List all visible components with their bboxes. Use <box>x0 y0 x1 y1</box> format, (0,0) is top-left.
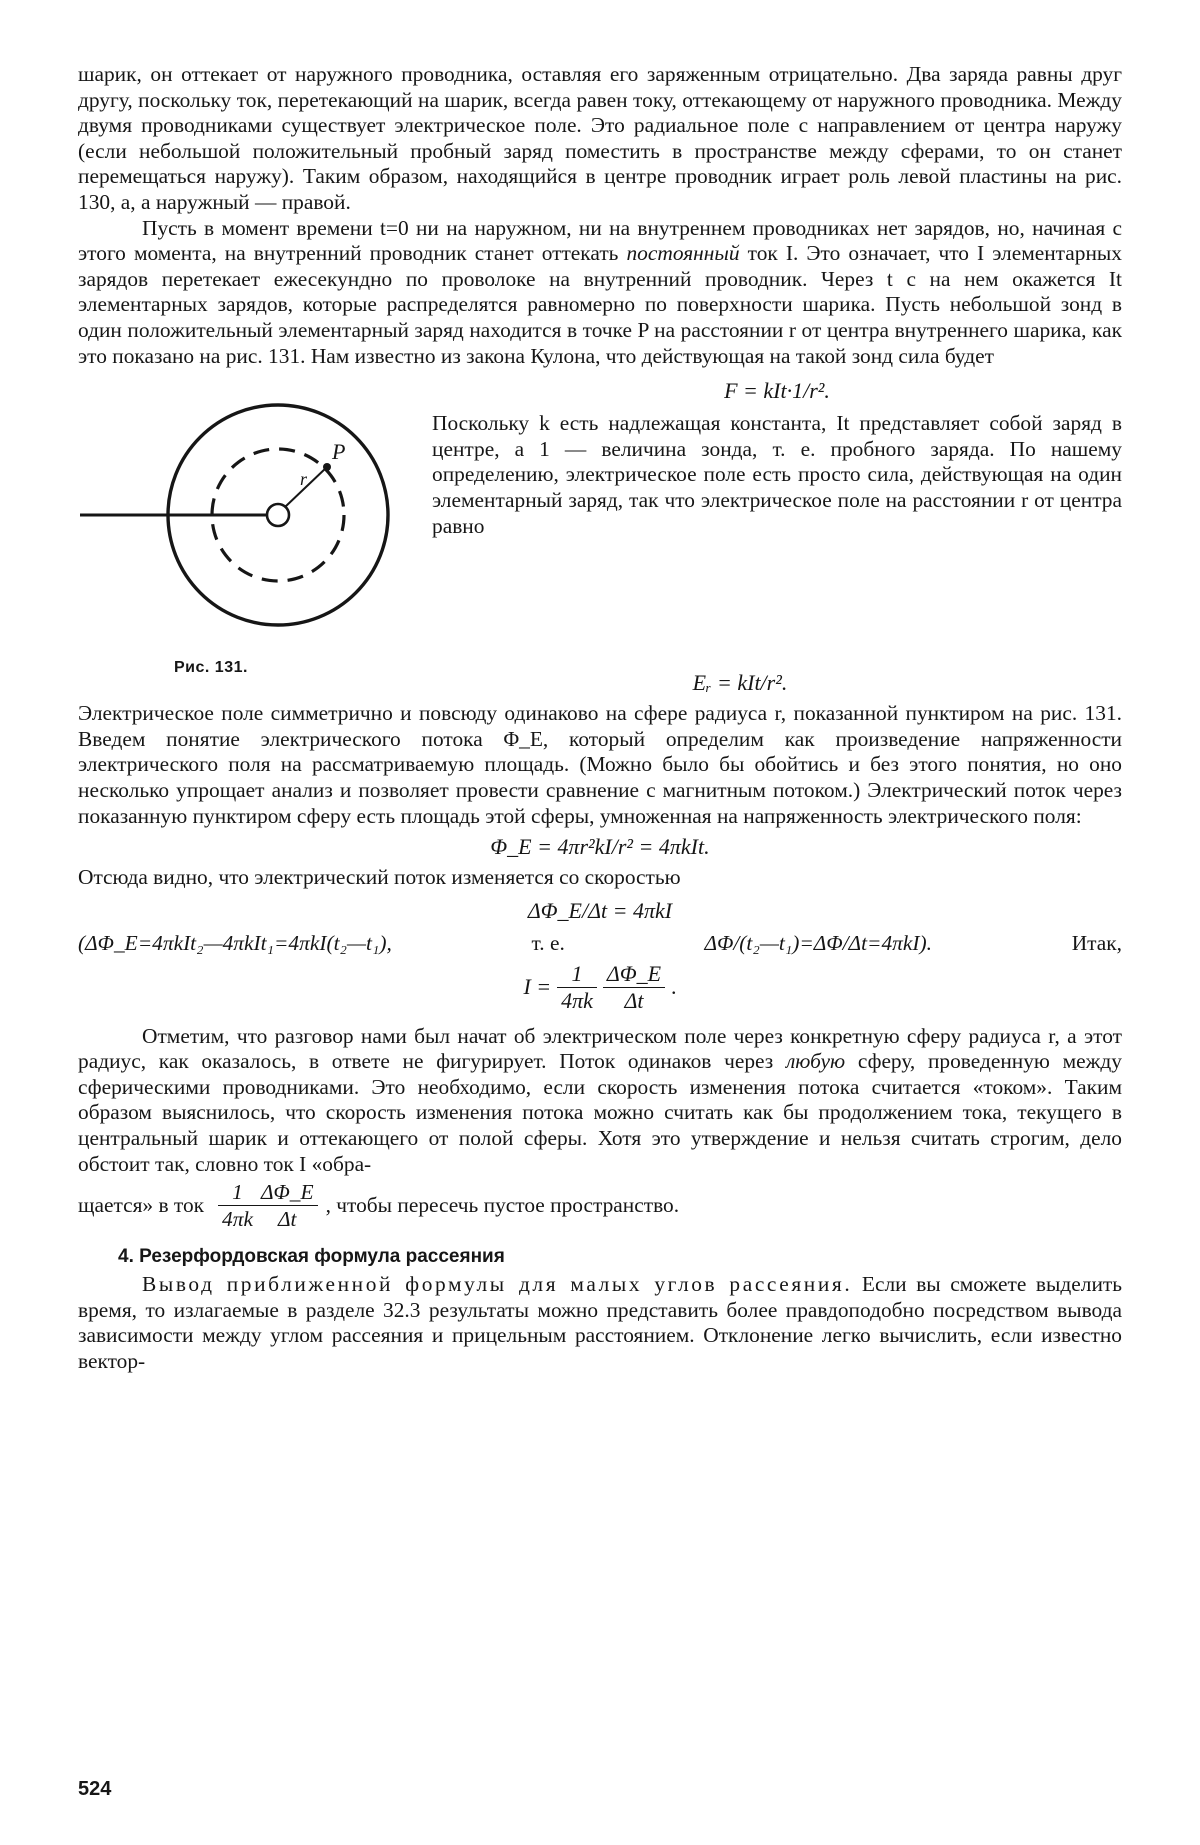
fraction-dphi-over-dt-inline: $\frac{\Delta\Phi\_E}{\Delta t}$ <box>257 1179 318 1232</box>
probe-point <box>323 463 331 471</box>
emphasis-any: любую <box>785 1049 846 1074</box>
figure-131 <box>72 369 422 677</box>
equation-row-end: Итак, <box>1071 930 1122 955</box>
label-P: P <box>332 439 346 465</box>
paragraph-3: Поскольку k есть надлежащая константа, It представляет собой заряд в центре, а 1 — величина зонда, т. е. пробного заряда. По нашему определению, электрическое поле есть просто сила, действующая на один элементарный заряд, так что электрическое поле на расстоянии r от центра равно <box>432 411 1122 538</box>
equation-row-mid: т. е. <box>531 930 565 955</box>
paragraph-5: Отсюда видно, что электрический поток изменяется со скоростью <box>78 865 681 890</box>
paragraph-4: Электрическое поле симметрично и повсюду одинаково на сфере радиуса r, показанной пунктиром на рис. 131. Введем понятие электрического потока Φ_E, который определим как произведение напряженности электрического поля на рассматриваемую площадь. (Можно было бы обойтись и без этого понятия, но оно несколько упрощает анализ и позволяет провести сравнение с магнитным потоком.) Электрический поток через показанную пунктиром сферу есть площадь этой сферы, умноженная на напряженность электрического поля: <box>78 701 1122 828</box>
equation-row-left: (ΔΦ_E=4πkIt₂—4πkIt₁=4πkI(t₂—t₁), <box>78 930 392 955</box>
equation-row-right: ΔΦ/(t₂—t₁)=ΔΦ/Δt=4πkI). <box>704 930 932 955</box>
emphasis-constant: постоянный <box>626 241 740 266</box>
fraction-dphi-over-dt: $\frac{\Delta\Phi\_E}{\Delta t}$ <box>603 961 665 1014</box>
paragraph-2: Пусть в момент времени t=0 ни на наружном, ни на внутреннем проводниках нет зарядов, но, начиная с этого момента, на внутренний проводник станет оттекать постоянный ток I. Это означает, что I элементарных зарядов перетекает ежесекундно по проволоке на внутренний проводник. Через t с на нем окажется It элементарных зарядов, которые распределятся равномерно по поверхности шарика. Пусть небольшой зонд в один положительный элементарный заряд находится в точке P на расстоянии r от центра внутреннего шарика, как это показано на рис. 131. Нам известно из закона Кулона, что действующая на такой зонд сила будет <box>78 215 1122 368</box>
label-r: r <box>300 469 308 490</box>
paragraph-1: шарик, он оттекает от наружного проводника, оставляя его заряженным отрицательно. Два заряда равны друг другу, поскольку ток, перетекающий на шарик, всегда равен току, оттекающему от наружного проводника. Между двумя проводниками существует электрическое поле. Это радиальное поле с направлением от центра наружу (если небольшой положительный пробный заряд поместить в пространстве между сферами, то он станет перемещаться наружу). Таким образом, находящийся в центре проводник играет роль левой пластины на рис. 130, а, а наружный — правой. <box>78 62 1122 214</box>
equation-field: Eᵣ = kIt/r². <box>692 670 788 696</box>
page-number: 524 <box>78 1778 112 1800</box>
paragraph-7: Вывод приближенной формулы для малых углов рассеяния. Если вы сможете выделить время, то излагаемые в разделе 32.3 результаты можно представить более правдоподобно посредством вывода зависимости между углом рассеяния и прицельным расстоянием. Отклонение легко вычислить, если известно вектор- <box>78 1272 1122 1374</box>
equation-force: F = kIt·1/r². <box>724 378 830 404</box>
paragraph-6-end: щается» в ток $\frac{1}{4\pi k}$ $\frac{\Delta\Phi\_E}{\Delta t}$ , чтобы пересечь пустое пространство. <box>78 1180 680 1232</box>
fraction-1-over-4pik: $\frac{1}{4\pi k}$ <box>557 961 597 1014</box>
equation-row <box>78 929 1122 957</box>
section-heading: 4. Резерфордовская формула рассеяния <box>118 1246 505 1268</box>
equation-current: I = $\frac{1}{4\pi k}$ $\frac{\Delta\Phi\_E}{\Delta t}$ . <box>523 960 677 1013</box>
concentric-spheres-diagram <box>72 375 422 665</box>
equation-flux: Φ_E = 4πr²kI/r² = 4πkIt. <box>490 834 710 860</box>
figure-caption: Рис. 131. <box>174 659 248 677</box>
page-body <box>78 62 1122 1375</box>
paragraph-6: Отметим, что разговор нами был начат об электрическом поле через конкретную сферу радиуса r, а этот радиус, как оказалось, в ответе не фигурирует. Поток одинаков через любую сферу, проведенную между сферическими проводниками. Это необходимо, если скорость изменения потока считается «током». Таким образом выяснилось, что скорость изменения потока можно считать как бы продолжением тока, текущего в центральный шарик и оттекающего от полой сферы. Хотя это утверждение и нельзя считать строгим, дело обстоит так, словно ток I «обра- <box>78 1023 1123 1176</box>
fraction-1-over-4pik-inline: $\frac{1}{4\pi k}$ <box>218 1179 257 1232</box>
equation-rate: ΔΦ_E/Δt = 4πkI <box>527 897 673 923</box>
